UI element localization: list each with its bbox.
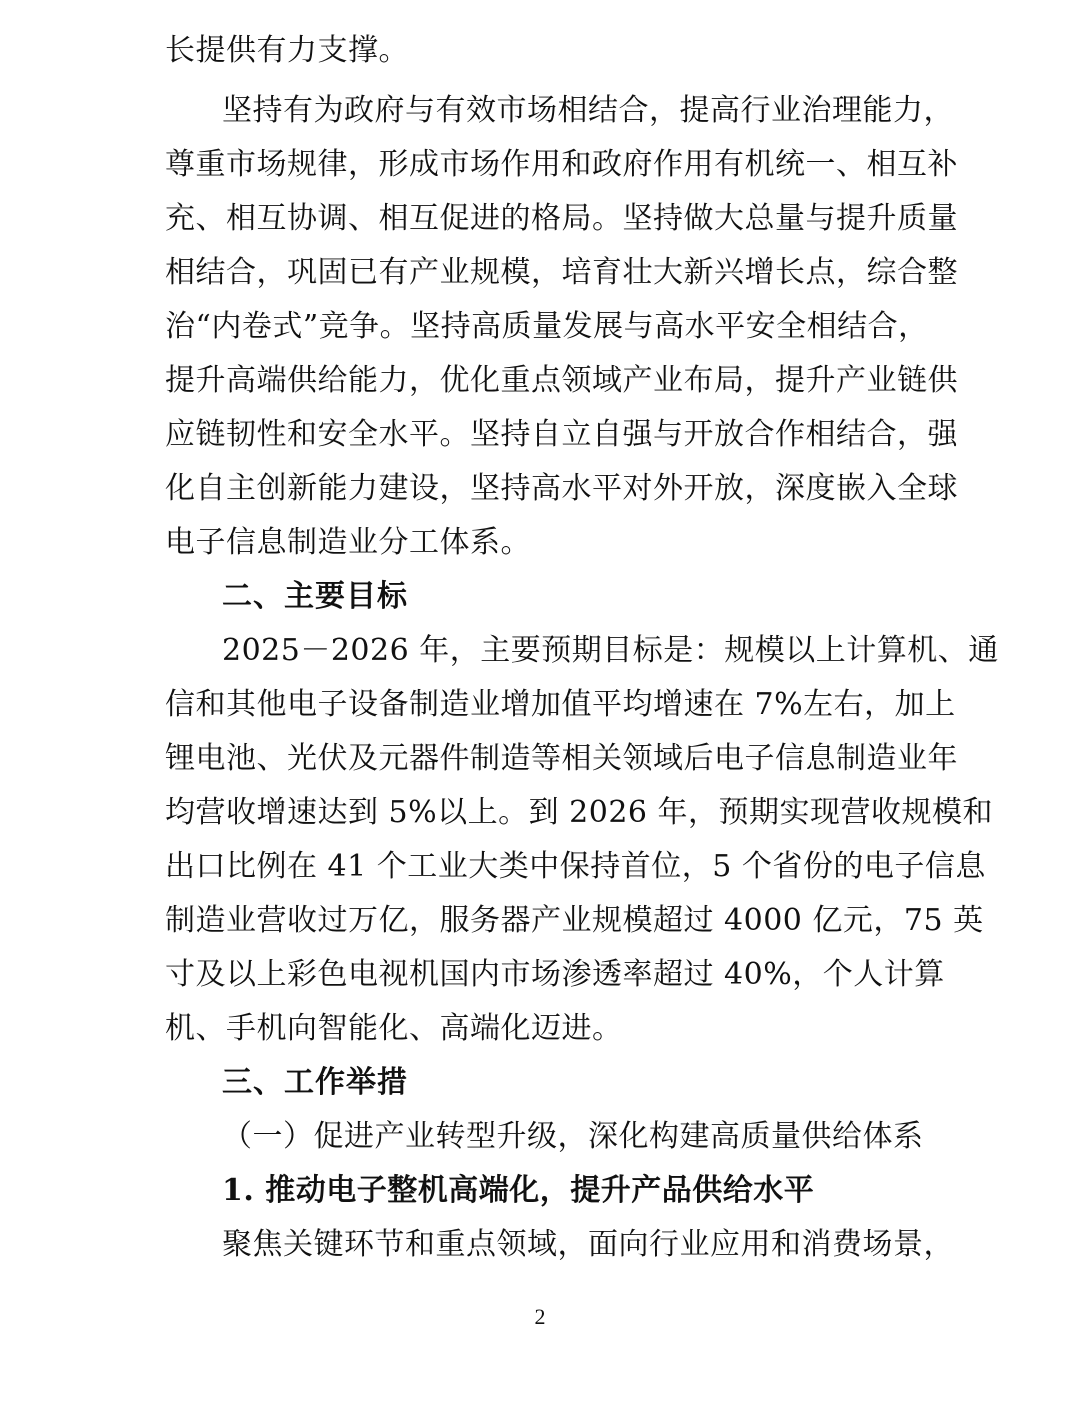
text-line: 相结合，巩固已有产业规模，培育壮大新兴增长点，综合整 [165,255,958,290]
text-line: 电子信息制造业分工体系。 [165,525,531,560]
page-number: 2 [534,1304,546,1329]
text-line: 提升高端供给能力，优化重点领域产业布局，提升产业链供 [165,363,958,398]
text-line: 出口比例在 41 个工业大类中保持首位，5 个省份的电子信息 [165,849,986,884]
text-line: 制造业营收过万亿，服务器产业规模超过 4000 亿元，75 英 [165,903,984,938]
text-line: 长提供有力支撑。 [165,33,409,68]
text-line: 应链韧性和安全水平。坚持自立自强与开放合作相结合，强 [165,417,958,452]
text-line: 聚焦关键环节和重点领域，面向行业应用和消费场景， [222,1227,954,1262]
numbered-heading: 1. 推动电子整机高端化，提升产品供给水平 [222,1173,815,1208]
text-line: 坚持有为政府与有效市场相结合，提高行业治理能力， [222,93,954,128]
text-line: 充、相互协调、相互促进的格局。坚持做大总量与提升质量 [165,201,958,236]
text-line: 化自主创新能力建设，坚持高水平对外开放，深度嵌入全球 [165,471,958,506]
section-heading: 二、主要目标 [222,579,408,614]
text-line: 均营收增速达到 5%以上。到 2026 年，预期实现营收规模和 [165,795,994,830]
text-line: 尊重市场规律，形成市场作用和政府作用有机统一、相互补 [165,147,958,182]
text-line: 2025－2026 年，主要预期目标是：规模以上计算机、通 [222,633,999,668]
text-line: 寸及以上彩色电视机国内市场渗透率超过 40%，个人计算 [165,957,945,992]
section-heading: 三、工作举措 [222,1065,408,1100]
text-line: 锂电池、光伏及元器件制造等相关领域后电子信息制造业年 [165,741,958,776]
text-line: 信和其他电子设备制造业增加值平均增速在 7%左右，加上 [165,687,956,722]
text-line: 治“内卷式”竞争。坚持高质量发展与高水平安全相结合， [165,309,929,344]
text-line: 机、手机向智能化、高端化迈进。 [165,1011,623,1046]
subsection-heading: （一）促进产业转型升级，深化构建高质量供给体系 [222,1119,924,1154]
